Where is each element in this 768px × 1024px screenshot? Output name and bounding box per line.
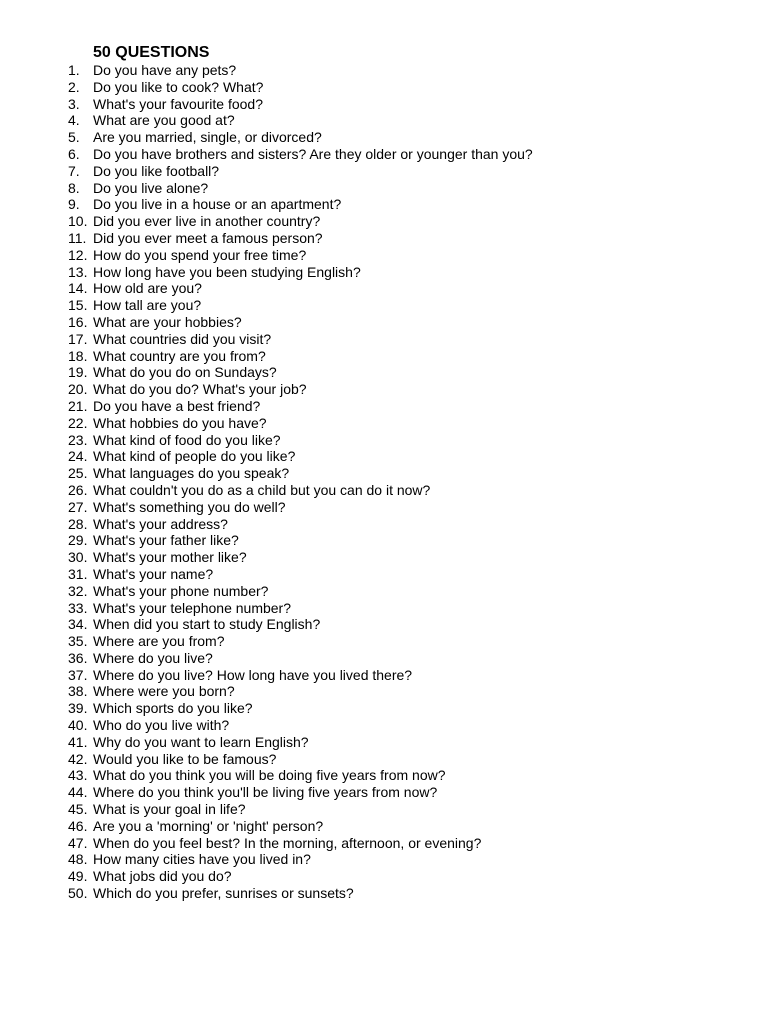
question-number: 17. [68,330,88,347]
question-number: 7. [68,162,80,179]
question-number: 13. [68,263,88,280]
question-number: 32. [68,582,88,599]
question-number: 43. [68,767,88,784]
question-text: How many cities have you lived in? [93,851,311,868]
question-text: What are you good at? [93,112,235,129]
question-number: 24. [68,448,88,465]
question-number: 48. [68,851,88,868]
question-text: What kind of people do you like? [93,448,296,465]
question-text: Would you like to be famous? [93,750,277,767]
question-number: 46. [68,817,88,834]
question-number: 22. [68,414,88,431]
question-text: What's your telephone number? [93,599,292,616]
question-number: 37. [68,666,88,683]
question-text: What's your favourite food? [93,95,263,112]
question-text: What is your goal in life? [93,801,246,818]
question-text: When did you start to study English? [93,616,321,633]
question-text: What's your father like? [93,532,239,549]
question-number: 20. [68,381,88,398]
question-number: 15. [68,297,88,314]
question-text: What country are you from? [93,347,266,364]
question-number: 25. [68,465,88,482]
question-number: 14. [68,280,88,297]
question-text: Are you a 'morning' or 'night' person? [93,817,324,834]
question-number: 6. [68,145,80,162]
question-text: Do you live alone? [93,179,209,196]
question-number: 36. [68,649,88,666]
question-text: How tall are you? [93,297,202,314]
question-number: 29. [68,532,88,549]
question-text: What do you do on Sundays? [93,364,277,381]
document-title: 50 QUESTIONS [93,44,210,61]
question-text: Which sports do you like? [93,700,253,717]
question-number: 41. [68,733,88,750]
question-text: Do you live in a house or an apartment? [93,196,342,213]
question-text: What jobs did you do? [93,868,232,885]
question-text: Do you have any pets? [93,62,237,78]
question-number: 34. [68,616,88,633]
question-text: Do you have a best friend? [93,397,261,414]
question-number: 18. [68,347,88,364]
question-number: 19. [68,364,88,381]
question-text: What do you do? What's your job? [93,381,307,398]
question-number: 45. [68,801,88,818]
question-text: Do you like football? [93,162,220,179]
question-text: What's your address? [93,515,228,532]
question-text: How old are you? [93,280,202,297]
question-text: What's your mother like? [93,549,247,566]
question-text: Which do you prefer, sunrises or sunsets? [93,885,354,902]
question-number: 26. [68,481,88,498]
question-number: 23. [68,431,88,448]
question-number: 35. [68,633,88,650]
question-number: 50. [68,885,88,902]
question-text: Why do you want to learn English? [93,733,309,750]
question-number: 47. [68,834,88,851]
question-number: 42. [68,750,88,767]
question-number: 28. [68,515,88,532]
question-number: 8. [68,179,80,196]
question-number: 31. [68,565,88,582]
question-number: 10. [68,213,88,230]
question-number: 11. [68,229,87,246]
question-text: Where were you born? [93,683,235,700]
question-text: How do you spend your free time? [93,246,307,263]
question-text: What's your name? [93,565,214,582]
question-number: 12. [68,246,88,263]
question-text: Where do you think you'll be living five years from now? [93,784,438,801]
question-number: 27. [68,498,88,515]
question-text: Do you like to cook? What? [93,78,264,95]
question-number: 49. [68,868,88,885]
question-number: 39. [68,700,88,717]
question-text: What countries did you visit? [93,330,272,347]
question-text: Did you ever live in another country? [93,213,321,230]
question-text: Are you married, single, or divorced? [93,129,322,146]
question-number: 1. [68,62,80,78]
question-number: 3. [68,95,80,112]
question-text: Where are you from? [93,633,225,650]
question-text: What's something you do well? [93,498,286,515]
question-number: 16. [68,313,88,330]
question-text: What do you think you will be doing five years from now? [93,767,446,784]
question-number: 33. [68,599,88,616]
question-number: 38. [68,683,88,700]
question-number: 2. [68,78,80,95]
question-text: What hobbies do you have? [93,414,267,431]
question-text: When do you feel best? In the morning, afternoon, or evening? [93,834,482,851]
question-text: Where do you live? How long have you lived there? [93,666,413,683]
question-number: 5. [68,129,80,146]
question-text: Do you have brothers and sisters? Are they older or younger than you? [93,145,533,162]
question-number: 9. [68,196,80,213]
question-number: 30. [68,549,88,566]
question-number: 40. [68,717,88,734]
question-number: 4. [68,112,80,129]
question-text: What kind of food do you like? [93,431,281,448]
question-text: Where do you live? [93,649,213,666]
question-number: 21. [68,397,88,414]
question-number: 44. [68,784,88,801]
question-text: What couldn't you do as a child but you can do it now? [93,481,431,498]
question-text: How long have you been studying English? [93,263,361,280]
question-text: Who do you live with? [93,717,230,734]
question-text: Did you ever meet a famous person? [93,229,323,246]
question-text: What are your hobbies? [93,313,242,330]
question-text: What languages do you speak? [93,465,290,482]
question-text: What's your phone number? [93,582,269,599]
